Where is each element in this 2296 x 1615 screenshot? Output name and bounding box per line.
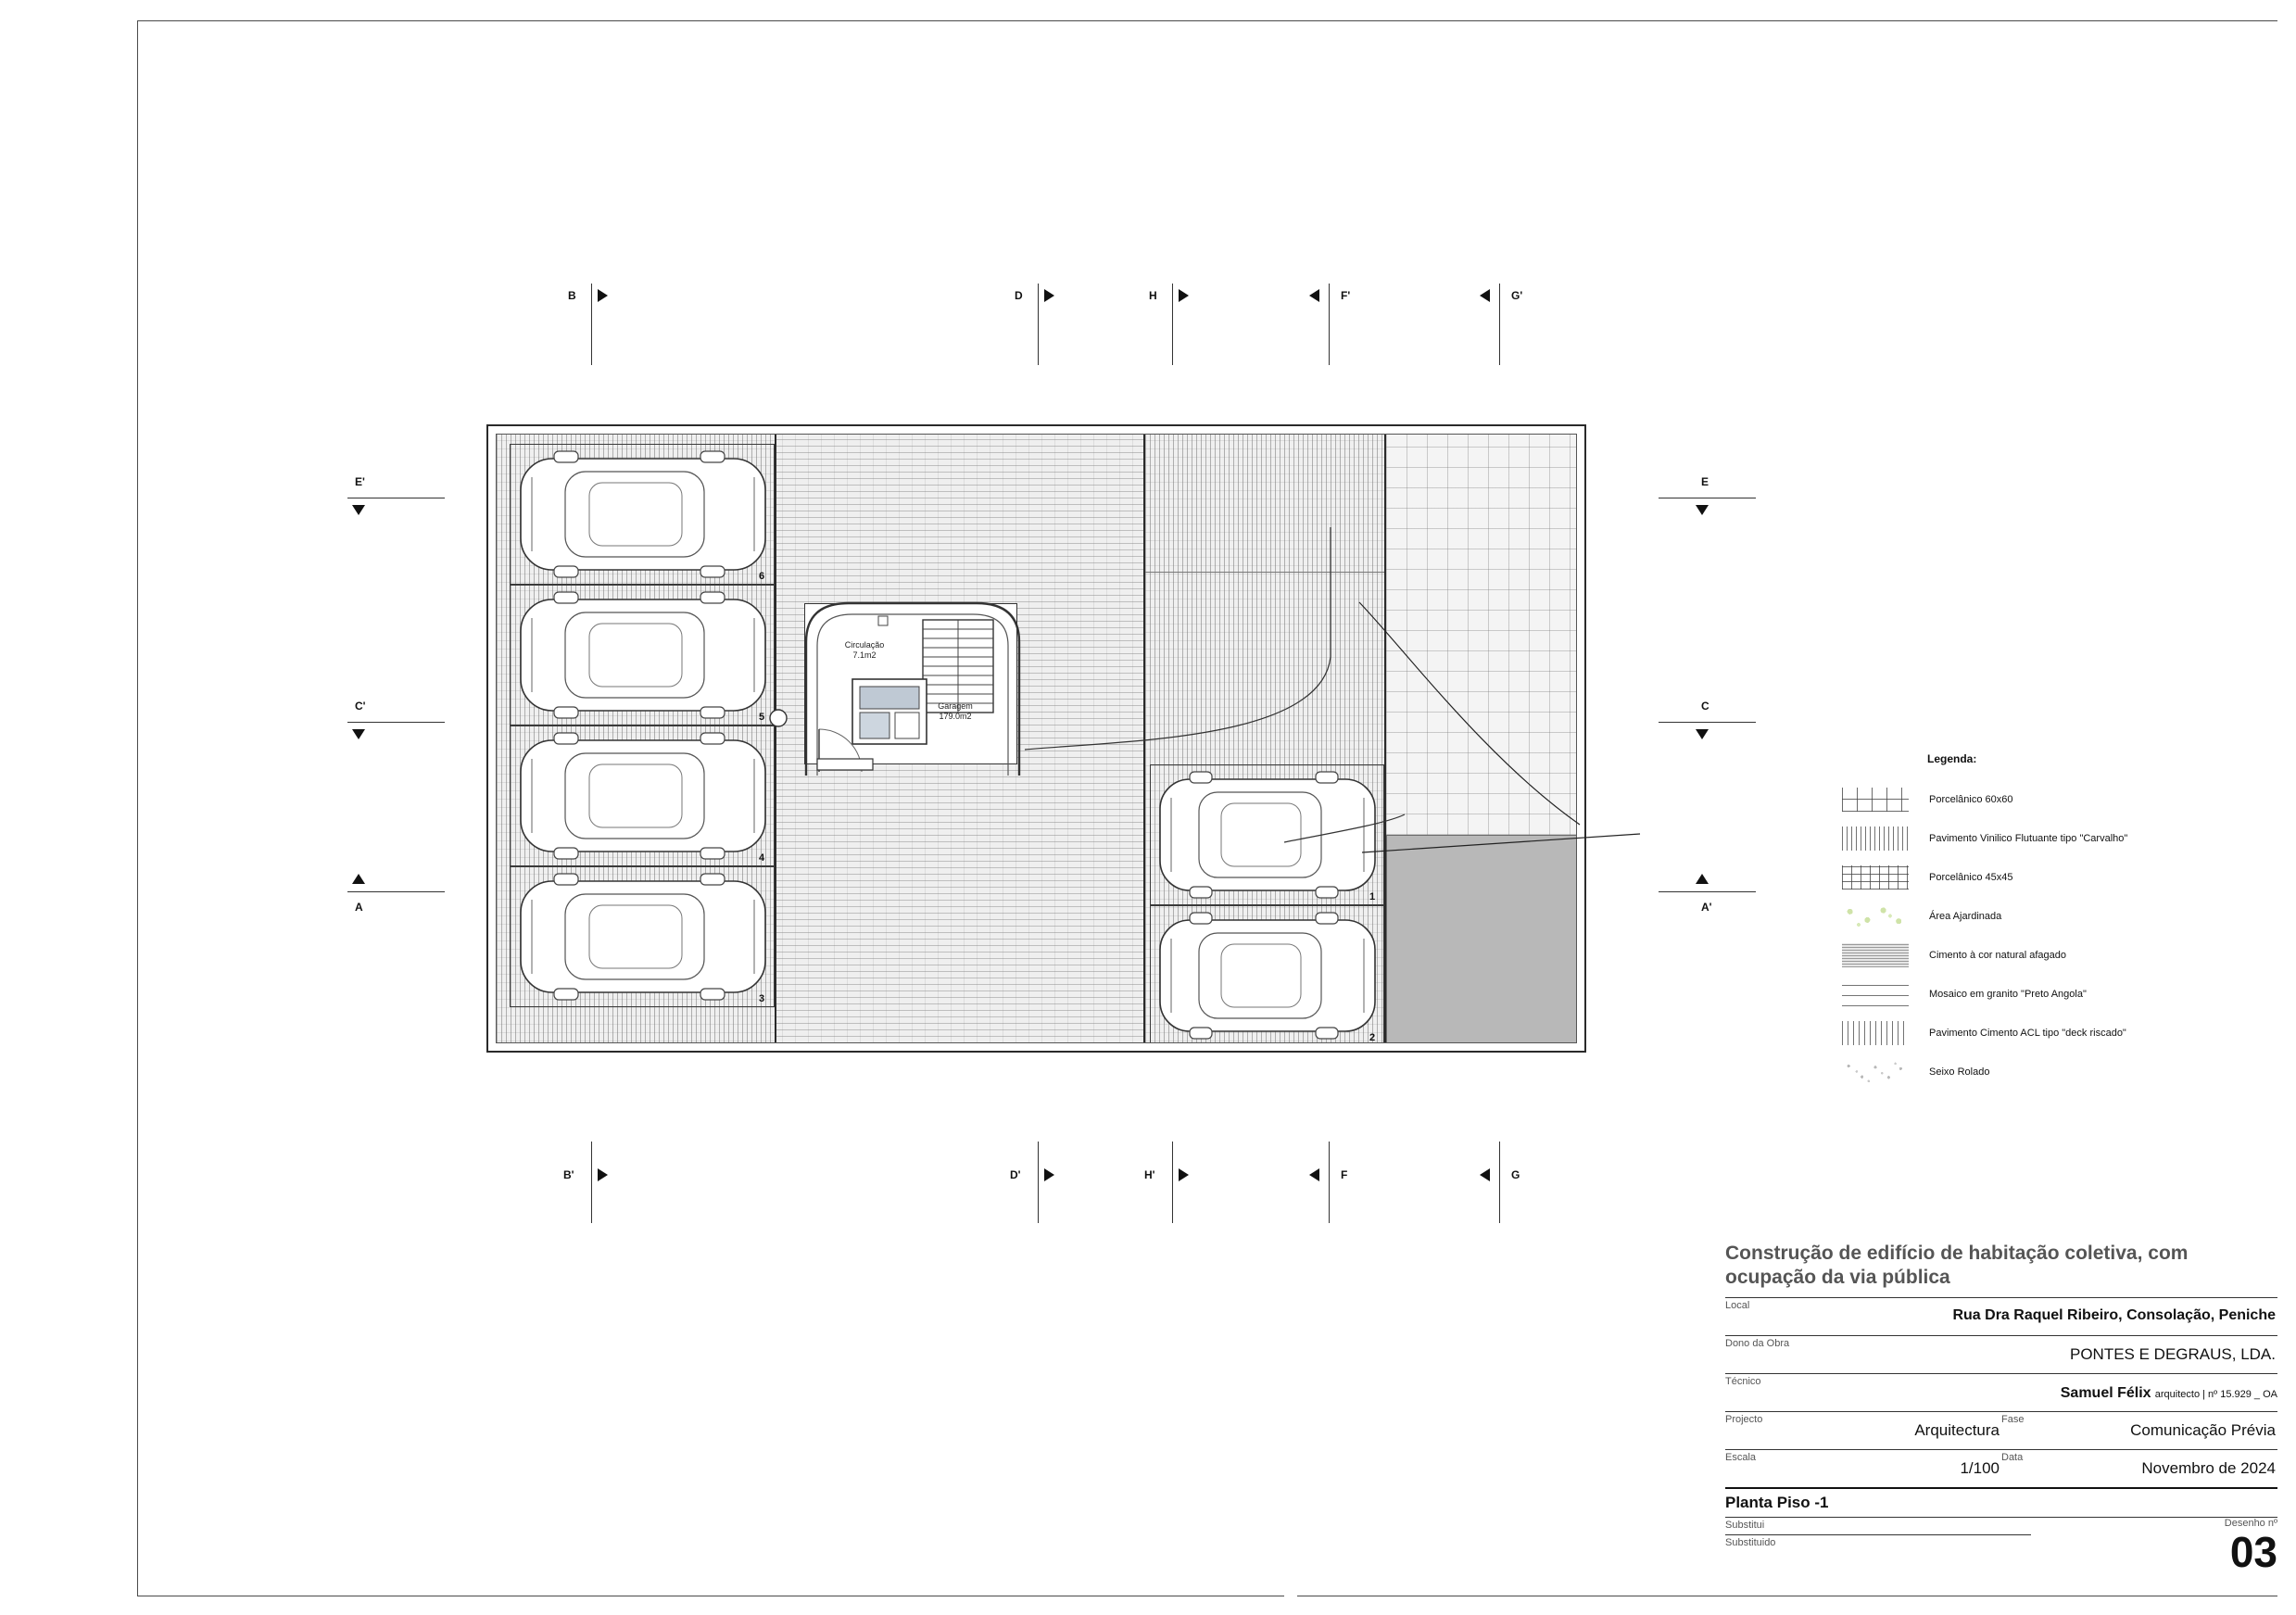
titleblock-row-project-phase xyxy=(1725,1411,2277,1449)
arrow-right-icon xyxy=(1179,1168,1189,1181)
garage-room-label: Garagem 179.0m2 xyxy=(938,701,973,721)
legend-title: Legenda: xyxy=(1927,752,1977,765)
porcelanico-45x45-swatch xyxy=(1842,865,1909,890)
car-symbol-5 xyxy=(517,590,769,720)
arrow-right-icon xyxy=(1044,1168,1054,1181)
section-line xyxy=(1329,1142,1330,1223)
section-line xyxy=(1038,1142,1039,1223)
section-line xyxy=(1499,1142,1500,1223)
legend-item-deck-riscado xyxy=(1842,1014,2240,1053)
arrow-down-icon xyxy=(1696,505,1709,515)
legend-item-label: Cimento à cor natural afagado xyxy=(1929,950,2066,961)
section-line xyxy=(1038,284,1039,365)
titleblock-row-substitution xyxy=(1725,1517,2277,1576)
section-line xyxy=(1499,284,1500,365)
cimento-afagado-swatch xyxy=(1842,943,1909,967)
core-detail xyxy=(791,590,1041,776)
legend-item-label: Mosaico em granito "Preto Angola" xyxy=(1929,989,2087,1000)
floor-plan-interior: 6 5 4 3 1 2 Circulação 7.1m2 Garagem 179.0m2 xyxy=(496,434,1577,1043)
deck-riscado-swatch xyxy=(1842,1021,1909,1045)
plan-callout-line-2 xyxy=(1362,825,1649,880)
legend-item-cimento-afagado xyxy=(1842,936,2240,975)
arrow-down-icon xyxy=(352,505,365,515)
arrow-down-icon xyxy=(352,729,365,739)
legend-item-label: Pavimento Cimento ACL tipo "deck riscado" xyxy=(1929,1028,2126,1039)
car-symbol-2 xyxy=(1156,911,1379,1041)
project-value: Arquitectura xyxy=(1914,1421,2000,1439)
titleblock-row-owner xyxy=(1725,1335,2277,1373)
project-label: Projecto xyxy=(1725,1414,1763,1425)
scale-label: Escala xyxy=(1725,1452,1757,1463)
legend-item-label: Seixo Rolado xyxy=(1929,1066,1990,1078)
arrow-up-icon xyxy=(352,874,365,884)
section-line xyxy=(1172,1142,1173,1223)
local-label: Local xyxy=(1725,1300,1750,1311)
titleblock-row-scale-date xyxy=(1725,1449,2277,1487)
plan-division-line xyxy=(775,435,776,1043)
seixo-rolado-swatch xyxy=(1842,1060,1909,1084)
scale-value: 1/100 xyxy=(1960,1459,2000,1477)
substituted-label: Substituido xyxy=(1725,1537,1776,1548)
legend-item-porcelanico-60x60 xyxy=(1842,780,2240,819)
technician-value xyxy=(1725,1385,2277,1402)
arrow-right-icon xyxy=(598,1168,608,1181)
circulation-room-label: Circulação 7.1m2 xyxy=(844,640,885,660)
section-line xyxy=(347,891,445,892)
titleblock-row-technician xyxy=(1725,1373,2277,1411)
title-block xyxy=(1725,1242,2277,1576)
sheet-frame-top xyxy=(137,20,2277,21)
drawing-number-label: Desenho nº xyxy=(2224,1518,2277,1529)
column-marker xyxy=(767,707,789,729)
arrow-left-icon xyxy=(1309,289,1319,302)
date-label: Data xyxy=(2001,1452,2024,1463)
substitutes-label: Substitui xyxy=(1725,1518,2031,1535)
car-symbol-4 xyxy=(517,731,769,861)
technician-label: Técnico xyxy=(1725,1376,1761,1387)
technician-name: Samuel Félix xyxy=(2060,1385,2151,1401)
arrow-left-icon xyxy=(1480,289,1490,302)
car-symbol-3 xyxy=(517,872,769,1002)
local-value: Rua Dra Raquel Ribeiro, Consolação, Peniche xyxy=(1952,1307,2276,1323)
arrow-down-icon xyxy=(1696,729,1709,739)
technician-qualification: arquitecto | nº 15.929 _ OA xyxy=(2154,1389,2277,1400)
owner-value: PONTES E DEGRAUS, LDA. xyxy=(2070,1345,2276,1363)
arrow-left-icon xyxy=(1309,1168,1319,1181)
legend-item-mosaico-granito xyxy=(1842,975,2240,1014)
arrow-right-icon xyxy=(598,289,608,302)
legend-item-vinilico-flutuante xyxy=(1842,819,2240,858)
legend-item-label: Área Ajardinada xyxy=(1929,911,2002,922)
legend-item-label: Porcelânico 60x60 xyxy=(1929,794,2013,805)
legend-item-area-ajardinada xyxy=(1842,897,2240,936)
section-line xyxy=(347,722,445,723)
legend xyxy=(1842,752,2240,1091)
drawing-number-value: 03 xyxy=(2229,1528,2277,1576)
area-ajardinada-swatch xyxy=(1842,904,1909,928)
legend-item-label: Porcelânico 45x45 xyxy=(1929,872,2013,883)
legend-item-label: Pavimento Vinilico Flutuante tipo "Carvalho" xyxy=(1929,833,2128,844)
arrow-right-icon xyxy=(1179,289,1189,302)
section-line xyxy=(1329,284,1330,365)
drawing-sheet: B D H F' G' B' D' H' F G E' C' A E C A' 6 5 4 3 1 2 Circulação 7.1m2 Garagem 179.0m2 Legenda: Porcelânico 60x60 Pavimento Vinilico Flutuante tipo "Carvalho" Porcelânico 45x45 Área Ajardinada Cimento à cor natural afagado Mosaico em granito "Preto Angola" Pavimento Cimento ACL tipo "deck riscado" Seixo Rolado Construção de edifício de habitação coletiva, com ocupação da via pública Local Rua Dra Raquel Ribeiro, Consolação, Peniche Dono da Obra PONTES E DEGRAUS, LDA. Técnico Samuel Félix arquitecto | nº 15.929 _ OA Projecto Arquitectura Fase Comunicação Prévia Escala 1/100 Data Novembro de 2024 Planta Piso -1 Substitui Substituido Desenho nº 03 xyxy=(0,0,2296,1615)
porcelanico-60x60-swatch xyxy=(1842,788,1909,812)
legend-item-porcelanico-45x45 xyxy=(1842,858,2240,897)
section-line xyxy=(591,284,592,365)
section-line xyxy=(1659,722,1756,723)
owner-label: Dono da Obra xyxy=(1725,1338,1790,1349)
date-value: Novembro de 2024 xyxy=(2141,1459,2276,1477)
sheet-frame-left xyxy=(137,20,138,1596)
mosaico-granito-swatch xyxy=(1842,982,1909,1006)
plan-callout-line xyxy=(1348,593,1654,862)
drawing-title: Planta Piso -1 xyxy=(1725,1494,1829,1511)
titleblock-row-drawing-title xyxy=(1725,1487,2277,1517)
car-symbol-6 xyxy=(517,449,769,579)
legend-item-seixo-rolado xyxy=(1842,1053,2240,1091)
phase-label: Fase xyxy=(2001,1414,2025,1425)
titleblock-row-local xyxy=(1725,1297,2277,1335)
section-line xyxy=(1659,891,1756,892)
section-line xyxy=(591,1142,592,1223)
vinilico-flutuante-swatch xyxy=(1842,826,1909,851)
project-title: Construção de edifício de habitação coletiva, com ocupação da via pública xyxy=(1725,1243,2189,1288)
arrow-right-icon xyxy=(1044,289,1054,302)
section-line xyxy=(1172,284,1173,365)
phase-value: Comunicação Prévia xyxy=(2130,1421,2276,1439)
arrow-left-icon xyxy=(1480,1168,1490,1181)
arrow-up-icon xyxy=(1696,874,1709,884)
